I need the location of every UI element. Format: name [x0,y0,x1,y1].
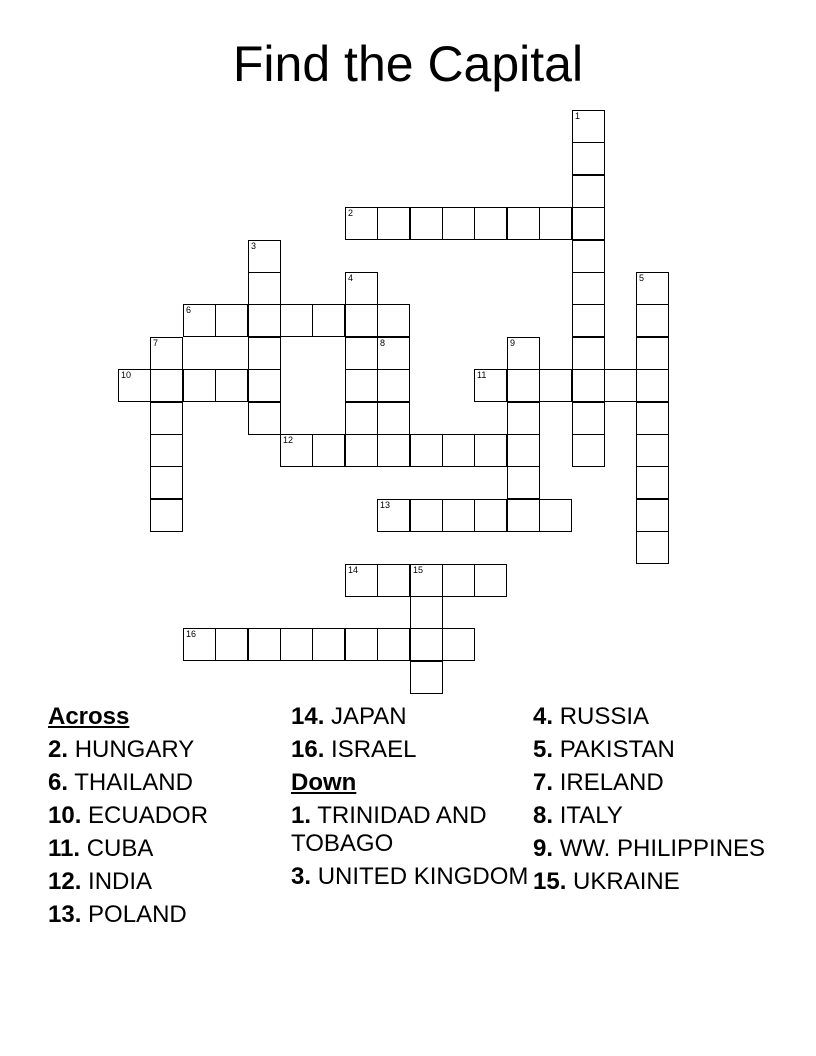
crossword-cell[interactable] [345,402,378,435]
clue-text: POLAND [88,901,187,928]
crossword-cell[interactable] [345,337,378,370]
cell-number: 11 [477,370,487,380]
clue-text: TRINIDAD AND TOBAGO [291,802,487,857]
cell-number: 15 [413,565,424,575]
crossword-cell[interactable] [572,272,605,305]
crossword-cell[interactable] [410,628,443,661]
clue-number: 6. [48,769,69,796]
clue-down-5 [533,736,773,764]
crossword-cell[interactable] [248,369,281,402]
cell-number: 4 [348,273,354,283]
cell-number: 12 [283,435,294,445]
crossword-cell[interactable] [150,369,183,402]
clue-text: ISRAEL [331,736,417,763]
cell-number: 1 [575,111,581,121]
crossword-cell[interactable] [150,499,183,532]
crossword-cell[interactable] [345,369,378,402]
crossword-cell[interactable] [345,564,378,597]
clue-number: 4. [533,703,554,730]
crossword-cell[interactable] [248,628,281,661]
clue-down-8 [533,802,773,830]
clue-number: 3. [291,863,312,890]
clue-down-1 [291,802,531,858]
clue-number: 12. [48,868,82,895]
crossword-cell[interactable] [248,304,281,337]
crossword-cell[interactable] [474,369,507,402]
crossword-cell[interactable] [377,402,410,435]
clue-text: PAKISTAN [559,736,675,763]
cell-number: 8 [380,338,386,348]
crossword-cell[interactable] [507,466,540,499]
crossword-cell[interactable] [215,304,248,337]
clue-number: 5. [533,736,554,763]
page-title: Find the Capital [232,36,584,92]
crossword-cell[interactable] [377,499,410,532]
cell-number: 7 [153,338,159,348]
crossword-cell[interactable] [572,369,605,402]
crossword-cell[interactable] [442,434,475,467]
clue-across-2 [48,736,288,764]
crossword-cell[interactable] [312,628,345,661]
crossword-cell[interactable] [572,110,605,143]
crossword-cell[interactable] [410,207,443,240]
crossword-cell[interactable] [474,207,507,240]
clue-text: IRELAND [559,769,664,796]
crossword-cell[interactable] [410,564,443,597]
cell-number: 5 [639,273,645,283]
cell-number: 10 [121,370,132,380]
crossword-cell[interactable] [377,628,410,661]
clue-text: UNITED KINGDOM [317,863,529,890]
crossword-cell[interactable] [280,304,313,337]
clue-number: 8. [533,802,554,829]
crossword-cell[interactable] [539,499,572,532]
crossword-cell[interactable] [280,434,313,467]
crossword-cell[interactable] [539,207,572,240]
cell-number: 6 [186,305,192,315]
clue-number: 1. [291,802,312,829]
crossword-cell[interactable] [215,369,248,402]
crossword-cell[interactable] [345,207,378,240]
cell-number: 9 [510,338,516,348]
clue-text: INDIA [88,868,153,895]
clue-column-1 [48,703,288,934]
crossword-cell[interactable] [410,661,443,694]
crossword-cell[interactable] [474,499,507,532]
clue-number: 10. [48,802,82,829]
crossword-cell[interactable] [442,499,475,532]
crossword-cell[interactable] [410,499,443,532]
clue-text: ECUADOR [88,802,209,829]
crossword-cell[interactable] [636,531,669,564]
clue-text: THAILAND [74,769,193,796]
crossword-cell[interactable] [183,369,216,402]
crossword-cell[interactable] [442,628,475,661]
clue-number: 14. [291,703,325,730]
crossword-cell[interactable] [183,628,216,661]
crossword-cell[interactable] [636,337,669,370]
crossword-cell[interactable] [377,337,410,370]
crossword-cell[interactable] [345,628,378,661]
crossword-cell[interactable] [572,207,605,240]
clue-number: 13. [48,901,82,928]
crossword-cell[interactable] [572,240,605,273]
clue-column-2 [291,703,531,896]
crossword-cell[interactable] [150,466,183,499]
crossword-cell[interactable] [636,499,669,532]
crossword-cell[interactable] [377,207,410,240]
clue-number: 9. [533,835,554,862]
clue-number: 11. [48,835,81,862]
crossword-cell[interactable] [507,402,540,435]
clue-down-9 [533,835,773,863]
crossword-cell[interactable] [183,304,216,337]
crossword-cell[interactable] [636,304,669,337]
clue-across-16 [291,736,531,764]
clue-number: 16. [291,736,325,763]
clue-across-10 [48,802,288,830]
clue-across-11 [48,835,288,863]
clue-across-6 [48,769,288,797]
clue-down-15 [533,868,773,896]
clue-number: 15. [533,868,567,895]
clue-across-13 [48,901,288,929]
crossword-cell[interactable] [507,207,540,240]
clue-text: RUSSIA [559,703,650,730]
clue-text: HUNGARY [74,736,195,763]
crossword-cell[interactable] [312,304,345,337]
crossword-cell[interactable] [636,272,669,305]
crossword-cell[interactable] [474,564,507,597]
crossword-cell[interactable] [410,596,443,629]
crossword-cell[interactable] [377,369,410,402]
cell-number: 13 [380,500,391,510]
crossword-cell[interactable] [507,499,540,532]
crossword-cell[interactable] [280,628,313,661]
clue-column-3 [533,703,773,901]
crossword-cell[interactable] [150,402,183,435]
crossword-cell[interactable] [572,434,605,467]
clue-across-14 [291,703,531,731]
crossword-cell[interactable] [442,564,475,597]
crossword-cell[interactable] [377,564,410,597]
crossword-cell[interactable] [377,304,410,337]
crossword-cell[interactable] [572,337,605,370]
clue-text: UKRAINE [573,868,680,895]
crossword-cell[interactable] [539,369,572,402]
crossword-cell[interactable] [248,240,281,273]
crossword-cell[interactable] [345,272,378,305]
cell-number: 3 [251,241,257,251]
cell-number: 14 [348,565,359,575]
crossword-cell[interactable] [474,434,507,467]
crossword-cell[interactable] [572,402,605,435]
crossword-cell[interactable] [150,337,183,370]
clue-number: 7. [533,769,554,796]
clue-text: WW. PHILIPPINES [559,835,766,862]
crossword-cell[interactable] [248,402,281,435]
clue-down-7 [533,769,773,797]
crossword-cell[interactable] [507,369,540,402]
crossword-cell[interactable] [345,304,378,337]
cell-number: 2 [348,208,354,218]
crossword-cell[interactable] [507,337,540,370]
crossword-cell[interactable] [636,402,669,435]
cell-number: 16 [186,629,197,639]
crossword-cell[interactable] [636,466,669,499]
clue-text: ITALY [559,802,623,829]
crossword-cell[interactable] [572,304,605,337]
down-heading: Down [291,769,357,796]
crossword-cell[interactable] [215,628,248,661]
crossword-cell[interactable] [345,434,378,467]
crossword-cell[interactable] [248,272,281,305]
crossword-cell[interactable] [636,369,669,402]
crossword-cell[interactable] [118,369,151,402]
clue-down-3 [291,863,531,891]
crossword-cell[interactable] [248,337,281,370]
crossword-cell[interactable] [572,142,605,175]
crossword-cell[interactable] [377,434,410,467]
crossword-cell[interactable] [572,175,605,208]
clue-number: 2. [48,736,69,763]
across-heading: Across [48,703,130,730]
crossword-cell[interactable] [442,207,475,240]
crossword-cell[interactable] [410,434,443,467]
clue-across-12 [48,868,288,896]
crossword-cell[interactable] [507,434,540,467]
clue-text: JAPAN [331,703,407,730]
clue-down-4 [533,703,773,731]
clue-text: CUBA [86,835,154,862]
crossword-cell[interactable] [150,434,183,467]
crossword-cell[interactable] [312,434,345,467]
crossword-cell[interactable] [636,434,669,467]
crossword-cell[interactable] [604,369,637,402]
